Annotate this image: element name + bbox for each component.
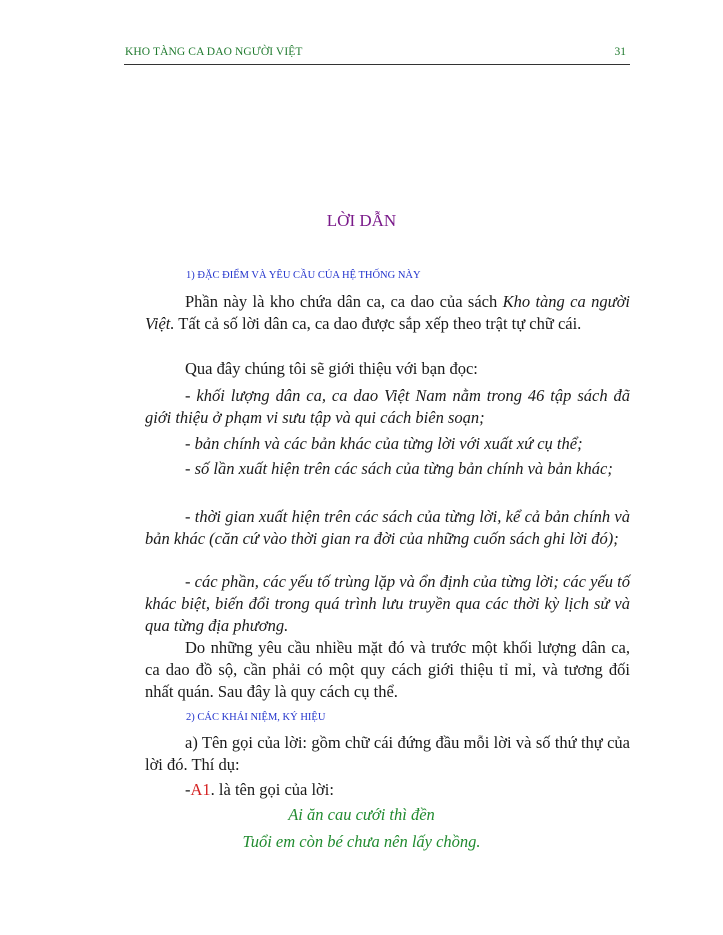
paragraph-introduce: Qua đây chúng tôi sẽ giới thiệu với bạn đọc: [185, 359, 478, 378]
intro-text: Phần này là kho chứa dân ca, ca dao của sách [185, 292, 503, 311]
chapter-title: LỜI DẪN [326, 211, 397, 230]
running-header [124, 44, 630, 65]
paragraph-intro [145, 291, 630, 335]
bullet-item: - thời gian xuất hiện trên các sách của từng lời, kể cả bản chính và bản khác (căn cứ vào thời gian ra đời của những cuốn sách ghi lời đó); [145, 507, 630, 548]
example-text: . là tên gọi của lời: [210, 780, 334, 799]
bullet-item: - khối lượng dân ca, ca dao Việt Nam nằm trong 46 tập sách đã giới thiệu ở phạm vi sưu tập và qui cách biên soạn; [145, 386, 630, 427]
header-title: KHO TÀNG CA DAO NGƯỜI VIỆT [125, 46, 303, 58]
example-dash: - [185, 780, 191, 799]
paragraph-definition: a) Tên gọi của lời: gồm chữ cái đứng đầu mỗi lời và số thứ thự của lời đó. Thí dụ: [145, 733, 630, 774]
bullet-item: - số lần xuất hiện trên các sách của từng bản chính và bản khác; [185, 459, 613, 478]
verse-line-1: Ai ăn cau cưới thì đền [288, 805, 435, 824]
book-title: Kho tàng ca người Việt. [145, 292, 630, 333]
example-code: A1 [190, 780, 211, 799]
page-number: 31 [614, 46, 626, 58]
bullet-item: - bản chính và các bản khác của từng lời với xuất xứ cụ thể; [185, 434, 583, 453]
example-line [145, 779, 630, 801]
section-heading-1: 1) ĐẶC ĐIỂM VÀ YÊU CẦU CỦA HỆ THỐNG NÀY [186, 270, 421, 281]
bullet-item: - các phần, các yếu tố trùng lặp và ổn định của từng lời; các yếu tố khác biệt, biến đổi trong quá trình lưu truyền qua các thời kỳ lịch sử và qua từng địa phương. [145, 572, 630, 635]
paragraph-summary: Do những yêu cầu nhiều mặt đó và trước một khối lượng dân ca, ca dao đồ sộ, cần phải có một quy cách giới thiệu tỉ mỉ, và tương đối nhất quán. Sau đây là quy cách cụ thể. [145, 638, 630, 701]
section-heading-2: 2) CÁC KHÁI NIỆM, KÝ HIỆU [186, 712, 326, 723]
intro-text-cont: Tất cả số lời dân ca, ca dao được sắp xếp theo trật tự chữ cái. [174, 314, 582, 333]
verse-line-2: Tuổi em còn bé chưa nên lấy chồng. [242, 832, 481, 851]
